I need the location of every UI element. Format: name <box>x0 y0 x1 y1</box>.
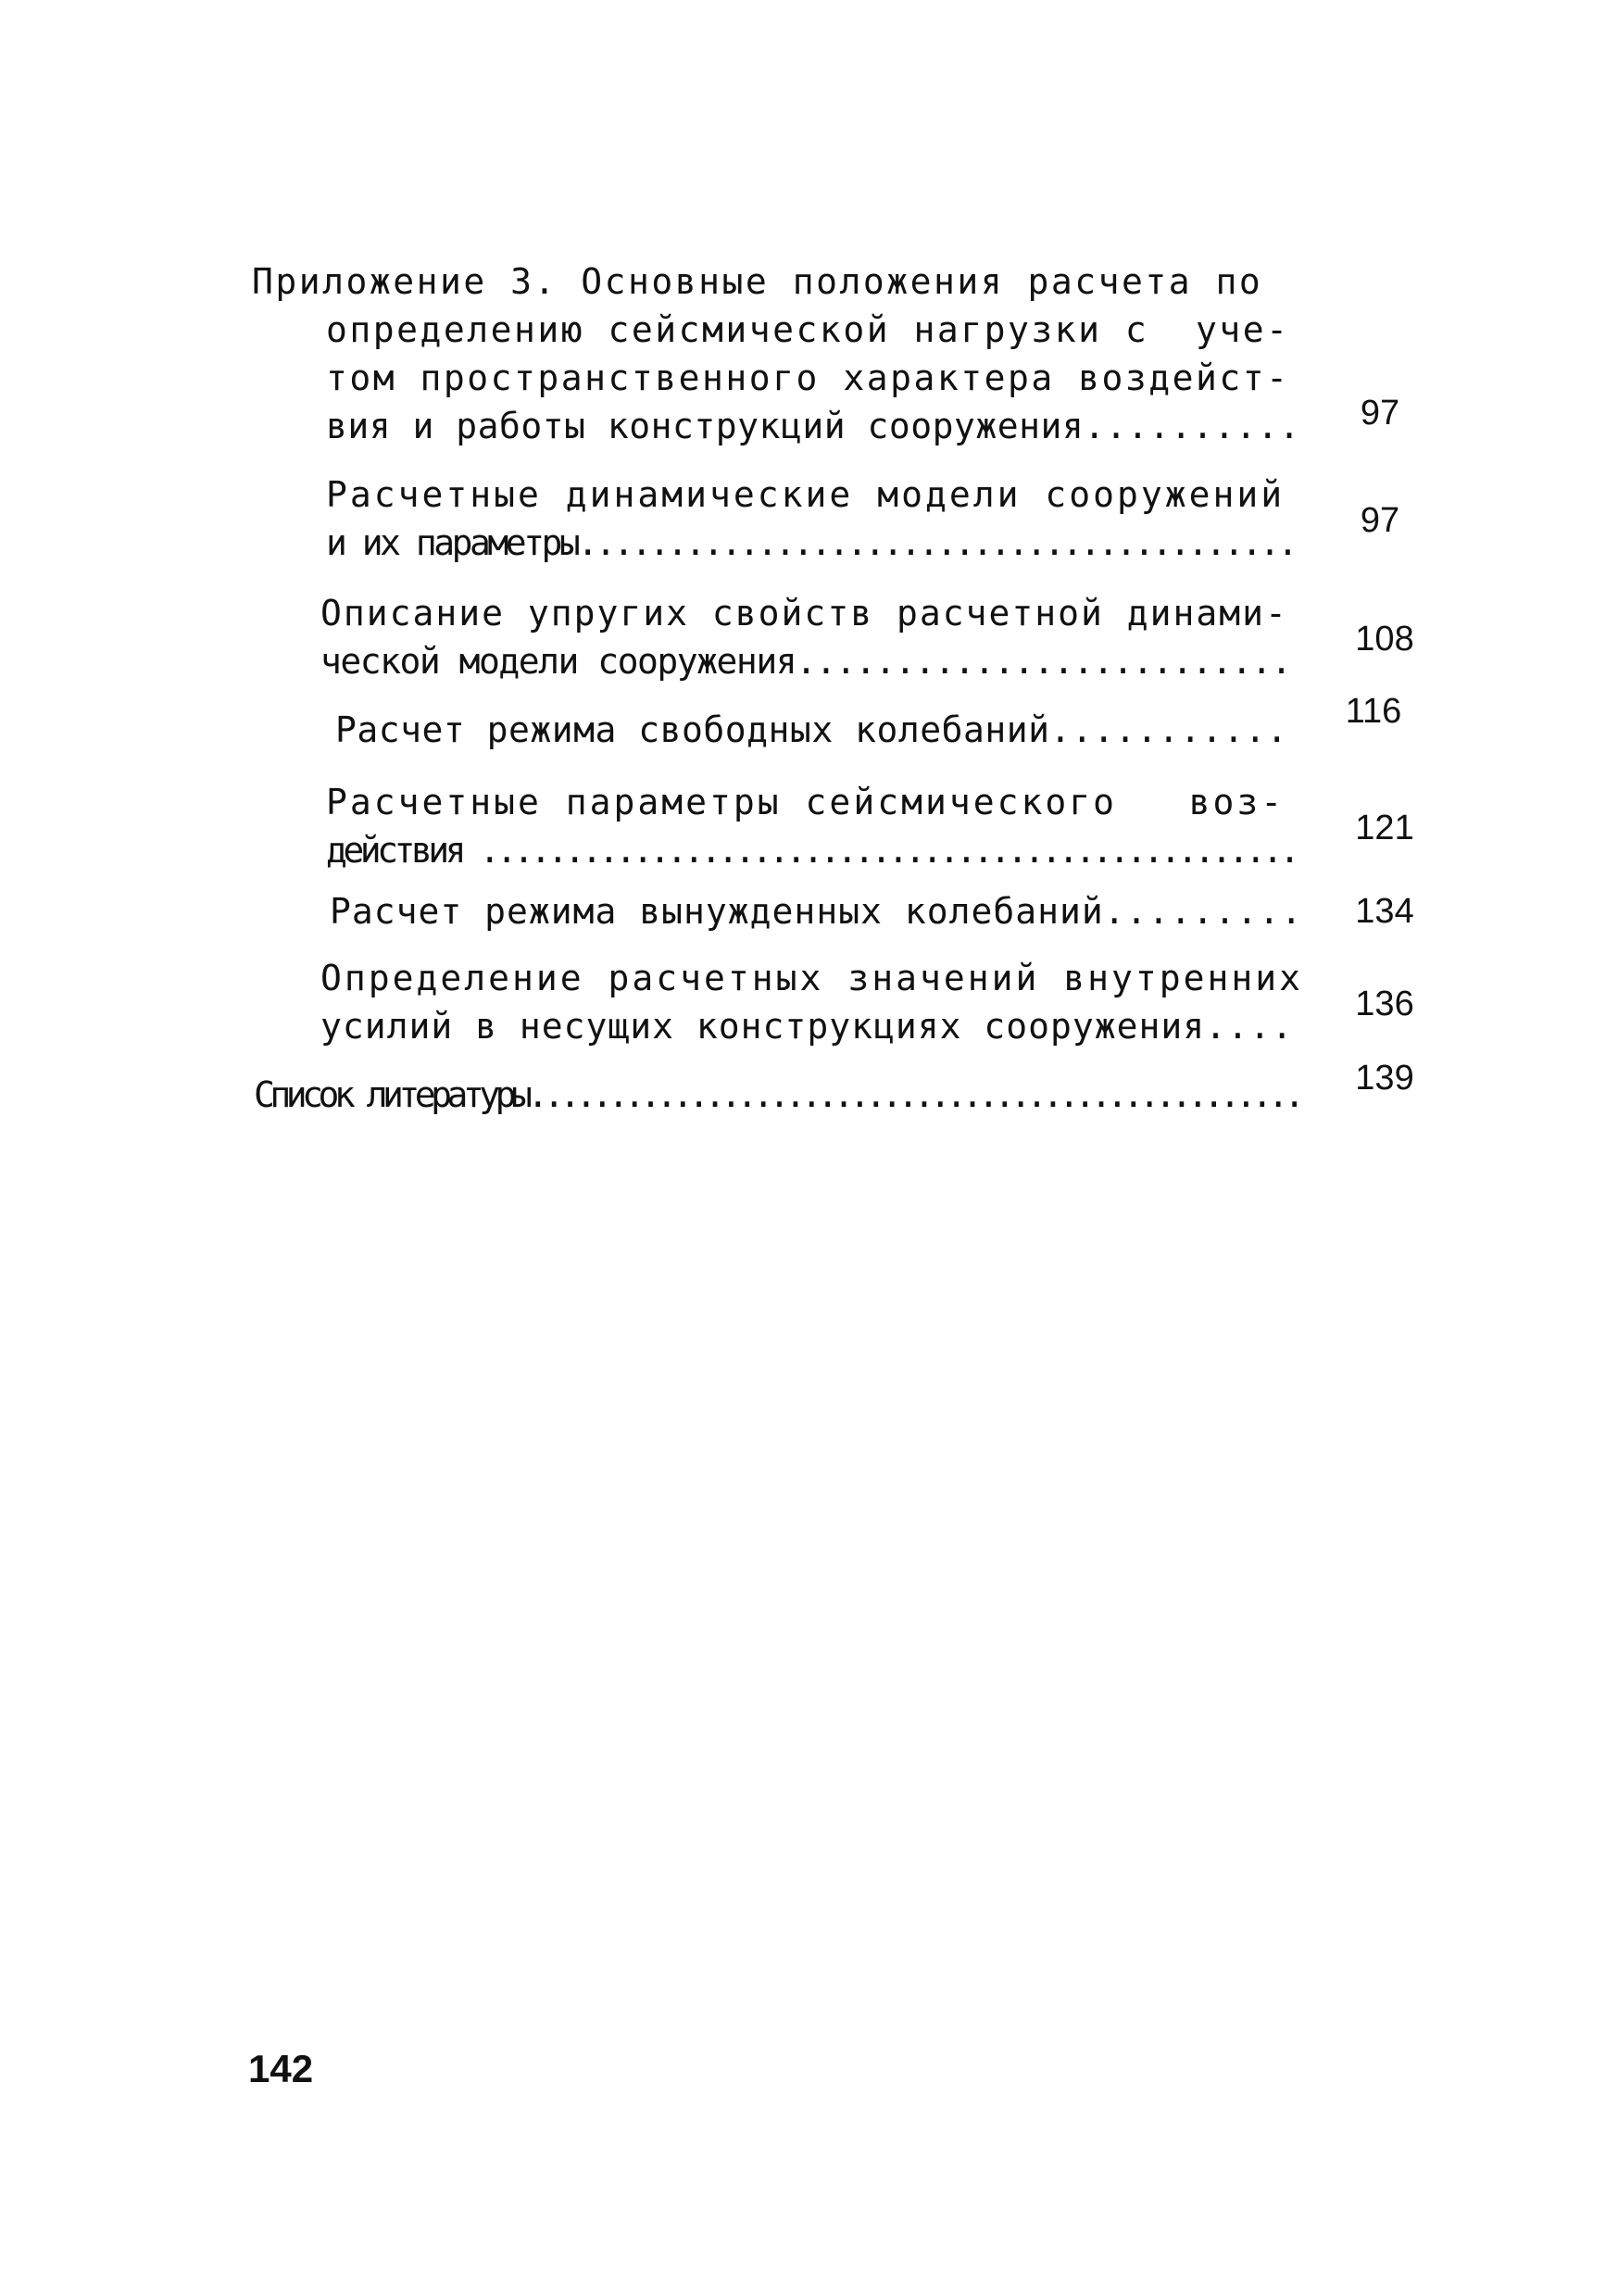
toc-entry-line: вия и работы конструкций сооружения.......... <box>326 406 1301 446</box>
toc-entry-line: Расчет режима вынужденных колебаний......... <box>330 891 1303 932</box>
toc-entry-line: и их параметры........................................ <box>326 522 1296 563</box>
toc-entry-line: Расчетные параметры сейсмического воз- <box>326 782 1286 822</box>
toc-page-number: 136 <box>1355 985 1414 1023</box>
toc-page-number: 108 <box>1355 620 1414 659</box>
toc-entry-line: Описание упругих свойств расчетной динами- <box>320 593 1288 634</box>
toc-entry-line: том пространственного характера воздейст- <box>326 358 1290 398</box>
toc-page-number: 134 <box>1355 892 1414 931</box>
toc-page-number: 116 <box>1345 692 1402 731</box>
toc-page-number: 97 <box>1360 394 1400 433</box>
toc-entry-line: действия ................................................ <box>326 830 1297 871</box>
toc-entry-line: Определение расчетных значений внутренних <box>320 958 1303 998</box>
toc-entry-line: усилий в несущих конструкциях сооружения.... <box>320 1006 1294 1047</box>
toc-page-number: 139 <box>1355 1059 1414 1098</box>
page-folio-number: 142 <box>248 2047 314 2090</box>
toc-entry-line: Расчет режима свободных колебаний........... <box>335 709 1288 750</box>
toc-entry-line: Расчетные динамические модели сооружений <box>326 474 1286 515</box>
toc-entry-line: Приложение 3. Основные положения расчета по <box>252 261 1263 302</box>
toc-entry-line: ческой модели сооружения......................... <box>320 641 1291 682</box>
toc-entry-line: Список литературы................................................ <box>254 1074 1300 1115</box>
toc-page-number: 97 <box>1360 501 1400 540</box>
toc-page-number: 121 <box>1355 809 1414 847</box>
toc-entry-line: определению сейсмической нагрузки с уче- <box>326 309 1290 350</box>
